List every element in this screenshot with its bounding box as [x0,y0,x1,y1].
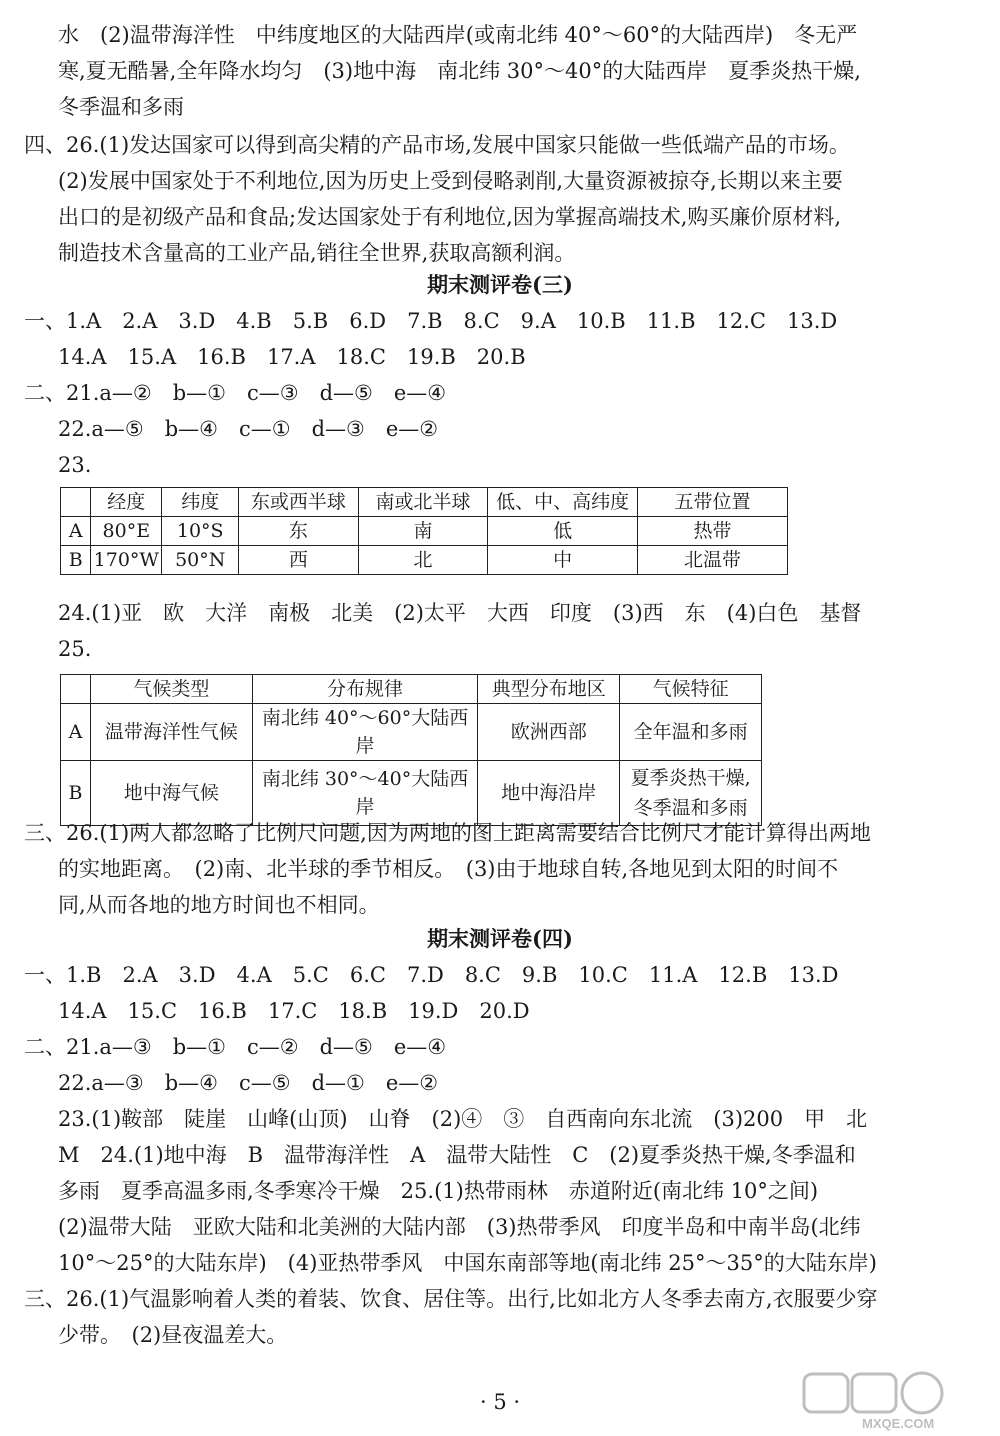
table-cell: 50°N [162,546,239,575]
table-cell: 西 [239,546,358,575]
table-row [61,704,762,761]
text-line: 制造技术含量高的工业产品,销往全世界,获取高额利润。 [58,241,576,265]
question-number: 23. [58,453,92,477]
text-line: 冬季温和多雨 [58,95,184,119]
table-cell: 80°E [91,517,162,546]
svg-text:MXQE.COM: MXQE.COM [862,1416,935,1431]
table-cell: 南北纬 40°～60°大陆西岸 [252,704,478,761]
table-cell: B [61,761,91,826]
table-cell: 东 [239,517,358,546]
table-cell: 气候特征 [620,675,762,704]
table-cell: 热带 [638,517,788,546]
table-row [61,517,788,546]
table-cell: 北温带 [638,546,788,575]
matching-answers-line: 22.a—⑤ b—④ c—① d—③ e—② [58,417,439,441]
matching-answers-line: 二、21.a—② b—① c—③ d—⑤ e—④ [24,381,447,405]
table-cell: B [61,546,91,575]
text-line: 四、26.(1)发达国家可以得到高尖精的产品市场,发展中国家只能做一些低端产品的市场。 [24,133,850,157]
table-cell: 温带海洋性气候 [90,704,252,761]
text-line: 寒,夏无酷暑,全年降水均匀 (3)地中海 南北纬 30°～40°的大陆西岸 夏季炎热干燥, [58,59,861,83]
text-line: 24.(1)亚 欧 大洋 南极 北美 (2)太平 大西 印度 (3)西 东 (4)白色 基督 [58,601,862,625]
text-line: 的实地距离。 (2)南、北半球的季节相反。 (3)由于地球自转,各地见到太阳的时间不 [58,857,839,881]
table-header-row [61,675,762,704]
table-cell: 典型分布地区 [478,675,620,704]
text-line: 三、26.(1)两人都忽略了比例尺问题,因为两地的图上距离需要结合比例尺才能计算得出两地 [24,821,871,845]
table-cell: A [61,517,91,546]
table-cell: 全年温和多雨 [620,704,762,761]
climate-table [60,674,762,826]
table-cell: 分布规律 [252,675,478,704]
table-cell: 地中海沿岸 [478,761,620,826]
table-cell: 欧洲西部 [478,704,620,761]
text-line: 多雨 夏季高温多雨,冬季寒冷干燥 25.(1)热带雨林 赤道附近(南北纬 10°之间) [58,1179,819,1203]
text-line: (2)温带大陆 亚欧大陆和北美洲的大陆内部 (3)热带季风 印度半岛和中南半岛(北纬 [58,1215,861,1239]
table-cell: 低 [488,517,638,546]
section-title-exam3: 期末测评卷(三) [427,272,573,297]
text-line: M 24.(1)地中海 B 温带海洋性 A 温带大陆性 C (2)夏季炎热干燥,冬季温和 [58,1143,856,1167]
table-cell: 南 [358,517,488,546]
table-cell: 南或北半球 [358,488,488,517]
table-cell: 气候类型 [90,675,252,704]
text-line: 10°～25°的大陆东岸) (4)亚热带季风 中国东南部等地(南北纬 25°～35°的大陆东岸) [58,1251,877,1275]
table-cell: 五带位置 [638,488,788,517]
table-cell: 南北纬 30°～40°大陆西岸 [252,761,478,826]
text-line: 水 (2)温带海洋性 中纬度地区的大陆西岸(或南北纬 40°～60°的大陆西岸) 冬无严 [58,23,858,47]
table-cell: A [61,704,91,761]
cell-text-line: 冬季温和多雨 [633,797,748,819]
table-cell [61,675,91,704]
cell-text-line: 夏季炎热干燥, [630,767,751,789]
text-line: 三、26.(1)气温影响着人类的着装、饮食、居住等。出行,比如北方人冬季去南方,衣服要少穿 [24,1287,878,1311]
watermark-logo [802,1370,982,1432]
table-cell: 东或西半球 [239,488,358,517]
mc-answers-line: 一、1.B 2.A 3.D 4.A 5.C 6.C 7.D 8.C 9.B 10.C 11.A 12.B 13.D [24,963,839,987]
section-title-exam4: 期末测评卷(四) [427,926,573,951]
text-line: 23.(1)鞍部 陡崖 山峰(山顶) 山脊 (2)④ ③ 自西南向东北流 (3)200 甲 北 [58,1107,868,1131]
page-number: · 5 · [479,1390,521,1414]
table-cell: 中 [488,546,638,575]
table-cell: 北 [358,546,488,575]
matching-answers-line: 22.a—③ b—④ c—⑤ d—① e—② [58,1071,439,1095]
table-cell: 低、中、高纬度 [488,488,638,517]
question-number: 25. [58,637,92,661]
table-cell: 纬度 [162,488,239,517]
mc-answers-line: 一、1.A 2.A 3.D 4.B 5.B 6.D 7.B 8.C 9.A 10.B 11.B 12.C 13.D [24,309,838,333]
text-line: 同,从而各地的地方时间也不相同。 [58,893,380,917]
latlong-table [60,487,788,575]
table-cell: 170°W [91,546,162,575]
table-header-row [61,488,788,517]
table-cell [620,761,762,826]
mc-answers-line: 14.A 15.C 16.B 17.C 18.B 19.D 20.D [58,999,530,1023]
mc-answers-line: 14.A 15.A 16.B 17.A 18.C 19.B 20.B [58,345,526,369]
table-cell: 经度 [91,488,162,517]
table-cell: 地中海气候 [90,761,252,826]
table-cell: 10°S [162,517,239,546]
text-line: 少带。 (2)昼夜温差大。 [58,1323,288,1347]
matching-answers-line: 二、21.a—③ b—① c—② d—⑤ e—④ [24,1035,447,1059]
text-line: 出口的是初级产品和食品;发达国家处于有利地位,因为掌握高端技术,购买廉价原材料, [58,205,842,229]
table-row [61,761,762,826]
text-line: (2)发展中国家处于不利地位,因为历史上受到侵略剥削,大量资源被掠夺,长期以来主要 [58,169,843,193]
table-cell [61,488,91,517]
table-row [61,546,788,575]
